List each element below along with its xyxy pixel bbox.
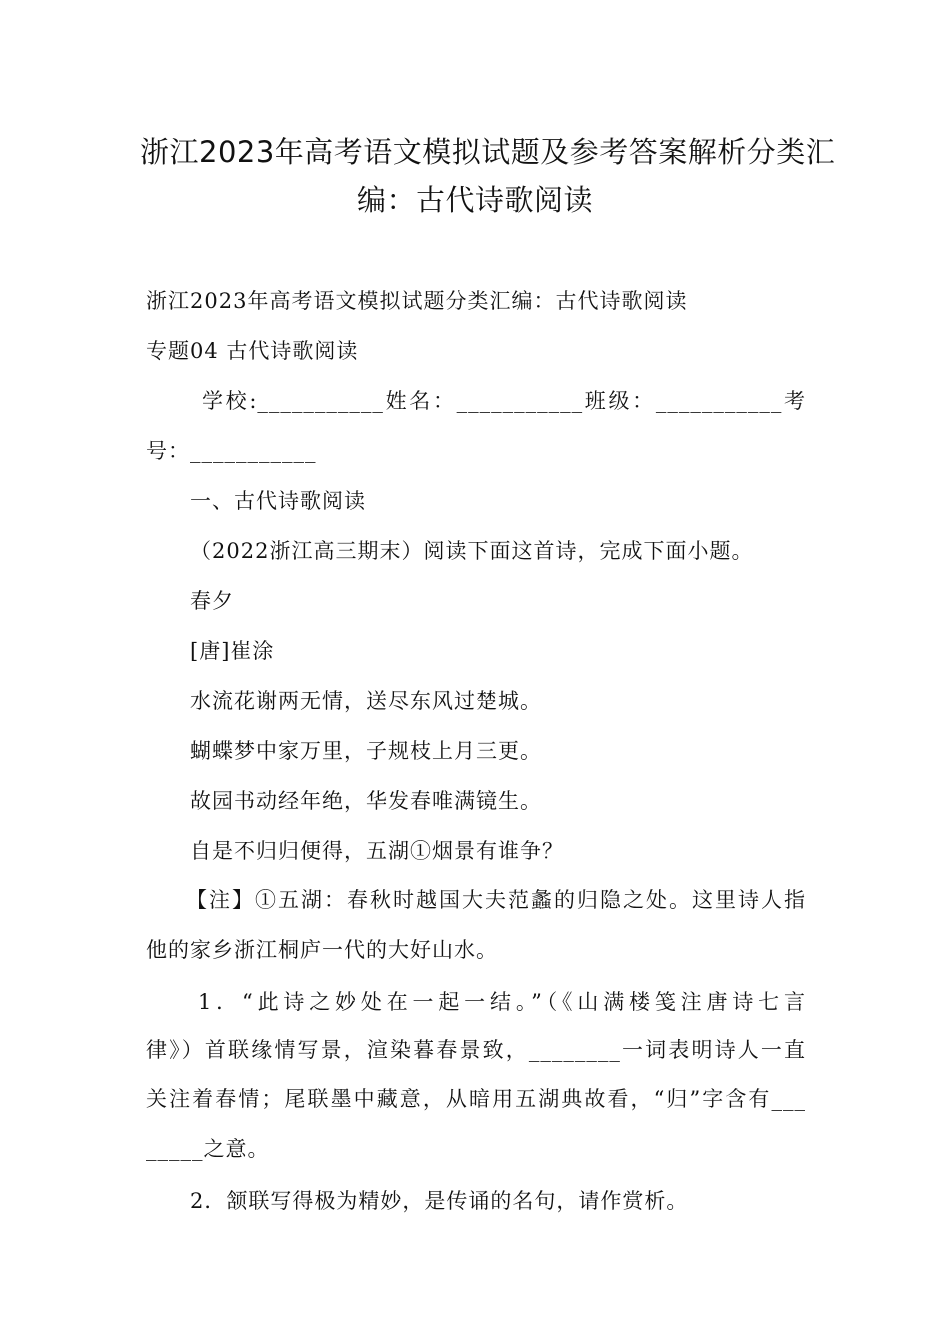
note-line-1: 【注】①五湖：春秋时越国大夫范蠡的归隐之处。这里诗人指 bbox=[186, 888, 806, 912]
student-info-line-2: 号：___________ bbox=[146, 439, 317, 463]
poem-line: 水流花谢两无情，送尽东风过楚城。 bbox=[190, 689, 542, 713]
question-source-line: （2022浙江高三期末）阅读下面这首诗，完成下面小题。 bbox=[190, 539, 754, 563]
poem-line: 蝴蝶梦中家万里，子规枝上月三更。 bbox=[190, 739, 542, 763]
document-title-line-1: 浙江2023年高考语文模拟试题及参考答案解析分类汇 bbox=[140, 135, 836, 169]
question-1-line-4: _____之意。 bbox=[146, 1137, 270, 1161]
poem-title: 春夕 bbox=[190, 589, 234, 613]
student-info-line-1: 学校:___________姓名：___________班级：___________考 bbox=[202, 389, 806, 413]
question-1-line-3: 关注着春情；尾联墨中藏意，从暗用五湖典故看，“归”字含有___ bbox=[146, 1087, 806, 1111]
poem-line: 故园书动经年绝，华发春唯满镜生。 bbox=[190, 789, 542, 813]
question-1-line-1: 1．“此诗之妙处在一起一结。”（《山满楼笺注唐诗七言 bbox=[198, 990, 806, 1014]
subtitle: 浙江2023年高考语文模拟试题分类汇编：古代诗歌阅读 bbox=[146, 289, 688, 313]
poem-line: 自是不归归便得，五湖①烟景有谁争？ bbox=[190, 839, 564, 863]
note-line-2: 他的家乡浙江桐庐一代的大好山水。 bbox=[146, 938, 498, 962]
document-title-line-2: 编：古代诗歌阅读 bbox=[356, 183, 593, 217]
section-heading: 一、古代诗歌阅读 bbox=[190, 489, 366, 513]
poem-author: [唐]崔涂 bbox=[190, 639, 275, 663]
topic-heading: 专题04 古代诗歌阅读 bbox=[146, 339, 359, 363]
question-2: 2．颔联写得极为精妙，是传诵的名句，请作赏析。 bbox=[190, 1189, 689, 1213]
question-1-line-2: 律》）首联缘情写景，渲染暮春景致，________一词表明诗人一直 bbox=[146, 1038, 806, 1062]
